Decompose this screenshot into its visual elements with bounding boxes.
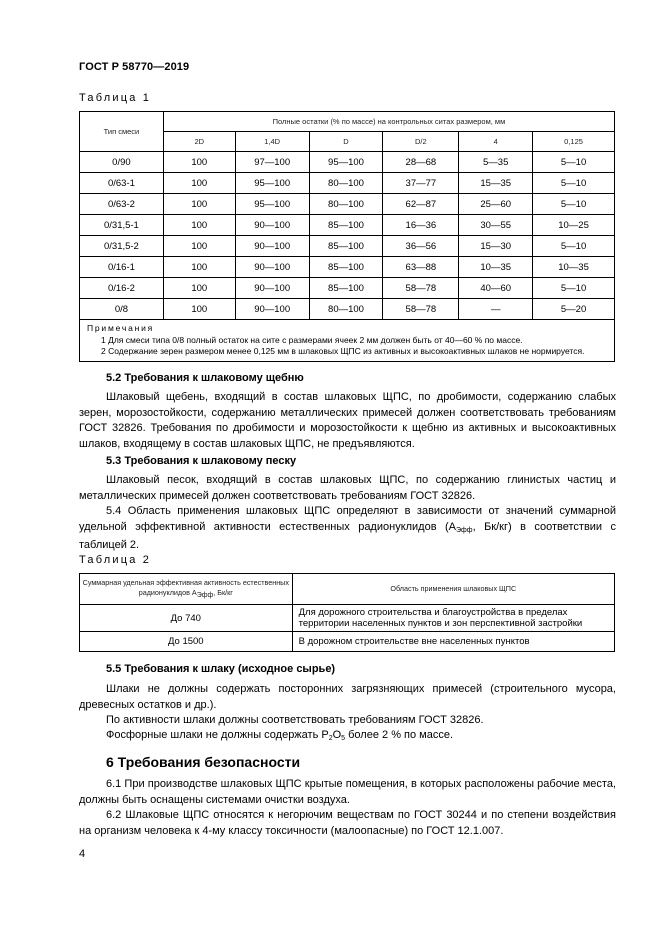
table-cell: 40—60 <box>459 278 533 299</box>
table-cell: 85—100 <box>309 257 383 278</box>
sieve-header: 1,4D <box>235 132 309 152</box>
notes-title: Примечания <box>87 323 155 333</box>
section-5-5-heading: 5.5 Требования к шлаку (исходное сырье) <box>106 663 336 675</box>
table-cell: Для дорожного строительства и благоустройства в пределах территории населенных пунктов и зон перспективной застройки <box>292 605 614 632</box>
table-cell: 100 <box>163 278 235 299</box>
text-fragment: Суммарная удельная эффективная активность естественных радионуклидов А <box>82 577 289 597</box>
table-cell: 100 <box>163 194 235 215</box>
table-cell: 5—35 <box>459 152 533 173</box>
table-cell: 25—60 <box>459 194 533 215</box>
note-item: 2 Содержание зерен размером менее 0,125 мм в шлаковых ЩПС из активных и высокоактивных шлаков не нормируется. <box>101 346 585 356</box>
table-cell: 0/16-1 <box>80 257 164 278</box>
table-cell: 100 <box>163 173 235 194</box>
table-cell: 80—100 <box>309 299 383 320</box>
table-cell: 90—100 <box>235 236 309 257</box>
table-row <box>80 605 615 632</box>
table1-notes <box>80 320 615 362</box>
application-header: Область применения шлаковых ЩПС <box>292 574 614 605</box>
table-cell: 16—36 <box>383 215 459 236</box>
table-cell: 85—100 <box>309 278 383 299</box>
sieve-residue-table <box>79 111 615 362</box>
table-row <box>80 236 615 257</box>
section-6-title: 6 Требования безопасности <box>106 754 301 770</box>
table-cell: 0/8 <box>80 299 164 320</box>
table-cell: 58—78 <box>383 278 459 299</box>
table-cell: 63—88 <box>383 257 459 278</box>
section-5-5-text-1: Шлаки не должны содержать посторонних загрязняющих примесей (строительного мусора, древесных остатков и др.). <box>79 683 616 711</box>
table-cell: 5—10 <box>533 278 615 299</box>
activity-table <box>79 573 615 652</box>
text-fragment: , Бк/кг) в соответствии с таблицей 2. <box>79 520 617 552</box>
table-cell: 90—100 <box>235 278 309 299</box>
table-cell: 30—55 <box>459 215 533 236</box>
table-row <box>80 152 615 173</box>
table-cell: 90—100 <box>235 299 309 320</box>
section-5-2-text: Шлаковый щебень, входящий в состав шлаковых ЩПС, по дробимости, содержанию слабых зерен, морозостойкости, содержанию металлических примесей должен соответствовать требованиям ГОСТ 32826. Требования по дробимости и морозостойкости к щебню из активных и высокоактивных шлаков, входящему в состав шлаковых ЩПС, не предъявляются. <box>79 391 616 451</box>
table-cell: 85—100 <box>309 215 383 236</box>
table-row <box>80 632 615 652</box>
table-cell: 95—100 <box>235 194 309 215</box>
document-code: ГОСТ Р 58770—2019 <box>79 61 190 73</box>
table-cell: 90—100 <box>235 215 309 236</box>
text-fragment: O <box>332 729 342 741</box>
residue-group-header: Полные остатки (% по массе) на контрольных ситах размером, мм <box>163 112 614 132</box>
table1-caption: Таблица 1 <box>79 92 152 104</box>
table-cell: 10—35 <box>533 257 615 278</box>
table-cell: 0/63-1 <box>80 173 164 194</box>
table-cell: 100 <box>163 299 235 320</box>
table-cell: — <box>459 299 533 320</box>
table-cell: 10—25 <box>533 215 615 236</box>
table-cell: 0/31,5-1 <box>80 215 164 236</box>
table-cell: 100 <box>163 257 235 278</box>
sieve-header: D <box>309 132 383 152</box>
table-cell: 5—10 <box>533 194 615 215</box>
table2-caption: Таблица 2 <box>79 554 152 566</box>
table-cell: 15—35 <box>459 173 533 194</box>
subscript: 5 <box>341 735 346 742</box>
table-cell: 85—100 <box>309 236 383 257</box>
table-cell: 0/90 <box>80 152 164 173</box>
table-cell: 100 <box>163 236 235 257</box>
text-fragment: Фосфорные шлаки не должны содержать P <box>106 729 329 741</box>
table-cell: 95—100 <box>309 152 383 173</box>
table-cell: 90—100 <box>235 257 309 278</box>
subscript: Эфф <box>456 526 473 534</box>
sieve-header: 4 <box>459 132 533 152</box>
table-cell: 58—78 <box>383 299 459 320</box>
table-row <box>80 278 615 299</box>
table-cell: 97—100 <box>235 152 309 173</box>
table-cell: 100 <box>163 152 235 173</box>
section-5-4-text <box>79 504 616 554</box>
table-cell: 80—100 <box>309 194 383 215</box>
section-5-3-heading: 5.3 Требования к шлаковому песку <box>106 455 297 467</box>
table-row <box>80 173 615 194</box>
table-cell: 15—30 <box>459 236 533 257</box>
table-cell: В дорожном строительстве вне населенных пунктов <box>292 632 614 652</box>
section-5-3-text: Шлаковый песок, входящий в состав шлаковых ЩПС, по содержанию глинистых частиц и металлических примесей должен соответствовать требованиям ГОСТ 32826. <box>79 474 616 502</box>
activity-header <box>80 574 293 605</box>
table-row <box>80 299 615 320</box>
section-6-1-text: 6.1 При производстве шлаковых ЩПС крытые помещения, в которых расположены рабочие места, должны быть оснащены системами очистки воздуха. <box>79 778 616 806</box>
table-row <box>80 215 615 236</box>
text-fragment: 5.4 Область применения шлаковых ЩПС определяют в зависимости от значений суммарной удельной эффективной активности естественных радионуклидов (А <box>79 505 616 533</box>
table-cell: До 1500 <box>80 632 293 652</box>
table-cell: 28—68 <box>383 152 459 173</box>
table-cell: 80—100 <box>309 173 383 194</box>
table-cell: 36—56 <box>383 236 459 257</box>
table-cell: 62—87 <box>383 194 459 215</box>
text-fragment: , Бк/кг <box>213 587 233 597</box>
table-cell: 0/63-2 <box>80 194 164 215</box>
section-5-5-text-3 <box>79 728 616 747</box>
subscript: Эфф <box>196 591 214 599</box>
page-number: 4 <box>79 848 86 860</box>
table-cell: 5—10 <box>533 236 615 257</box>
table-cell: 0/16-2 <box>80 278 164 299</box>
table-cell: 95—100 <box>235 173 309 194</box>
table-cell: 100 <box>163 215 235 236</box>
mix-type-header: Тип смеси <box>80 112 164 152</box>
table-cell: 5—10 <box>533 173 615 194</box>
section-5-2-heading: 5.2 Требования к шлаковому щебню <box>106 372 304 384</box>
sieve-header: D/2 <box>383 132 459 152</box>
text-fragment: более 2 % по массе. <box>345 729 454 741</box>
table-cell: 10—35 <box>459 257 533 278</box>
section-6-2-text: 6.2 Шлаковые ЩПС относятся к негорючим веществам по ГОСТ 30244 и по степени воздействия на организм человека к 4-му классу токсичности (малоопасные) по ГОСТ 12.1.007. <box>79 809 616 837</box>
sieve-header: 2D <box>163 132 235 152</box>
sieve-header: 0,125 <box>533 132 615 152</box>
table-cell: 37—77 <box>383 173 459 194</box>
table-row <box>80 257 615 278</box>
table-cell: 5—10 <box>533 152 615 173</box>
table-row <box>80 194 615 215</box>
table-cell: 0/31,5-2 <box>80 236 164 257</box>
table-cell: До 740 <box>80 605 293 632</box>
subscript: 2 <box>328 735 333 742</box>
section-5-5-text-2: По активности шлаки должны соответствовать требованиям ГОСТ 32826. <box>106 714 484 726</box>
note-item: 1 Для смеси типа 0/8 полный остаток на сите с размерами ячеек 2 мм должен быть от 40—60 % по массе. <box>101 334 523 345</box>
table-cell: 5—20 <box>533 299 615 320</box>
